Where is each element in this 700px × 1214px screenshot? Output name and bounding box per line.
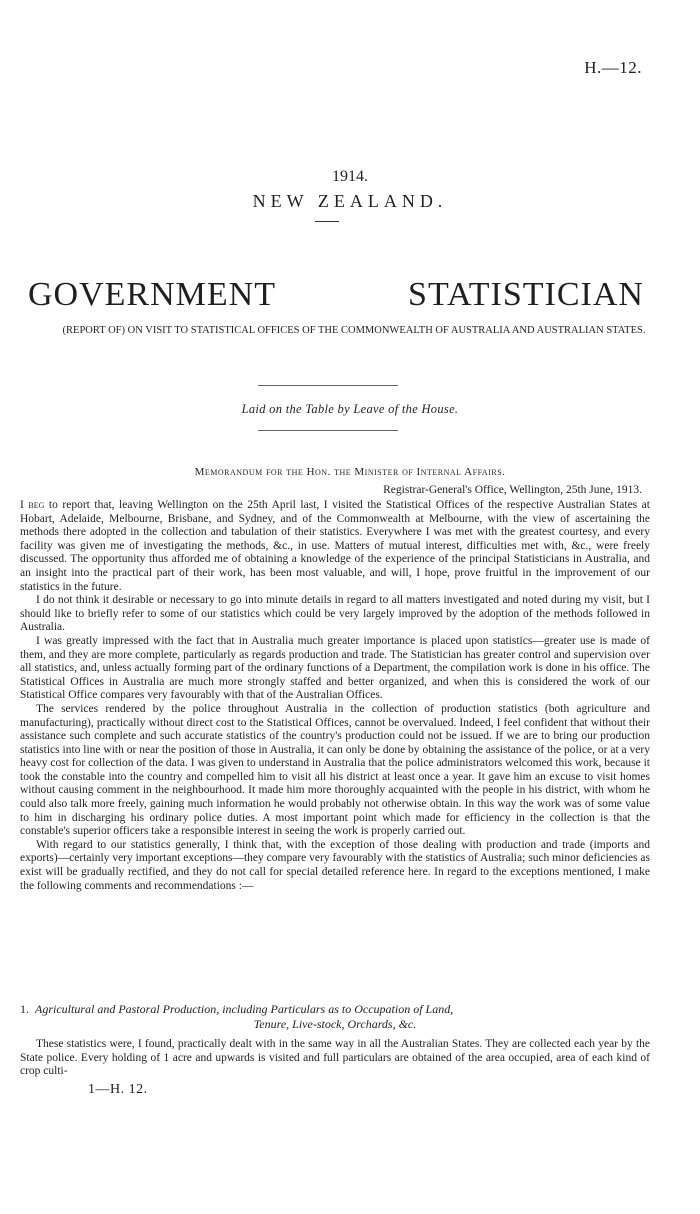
main-title-word-1: GOVERNMENT [28, 276, 276, 313]
paragraph-1 [20, 499, 650, 594]
section-1-body [20, 1038, 650, 1079]
section-1-paragraph: These statistics were, I found, practically dealt with in the same way in all the Australian States. They are collected each year by the State police. Every holding of 1 acre and upwards is visited and full particulars are obtained of the area occupied, area of each kind of crop culti- [20, 1038, 650, 1078]
laid-on-table-note: Laid on the Table by Leave of the House. [241, 402, 459, 416]
short-divider [315, 221, 339, 222]
paragraph-3: I was greatly impressed with the fact that in Australia much greater importance is placed upon statistics—greater use is made of them, and they are more complete, particularly as regards production and trade. The Statistician has greater control and supervision over all statistics, and, unless actually forming part of the ordinary functions of a Department, the compilation work is done in his office. The Statistical Offices in Australia are much more strongly staffed and better organized, and when this is considered the work of our Statistical Office compares very favourably with that of the Australian Offices. [20, 634, 650, 702]
main-title [28, 278, 644, 312]
document-number: H.—12. [584, 58, 642, 77]
section-1-heading-line-1: Agricultural and Pastoral Production, including Particulars as to Occupation of Land, [35, 1002, 454, 1016]
opening-words: I beg [20, 499, 45, 511]
main-title-word-2: STATISTICIAN [408, 276, 644, 313]
section-1-number: 1. [20, 1002, 29, 1016]
paragraph-4: The services rendered by the police throughout Australia in the collection of production statistics (both agriculture and manufacturing), practically without direct cost to the Statistical Offices, cannot be overvalued. Indeed, I feel confident that without their assistance such complete and such accurate statistics of the country's production could not be issued. If we are to bring our production statistics into line with or near the position of those in Australia, it can only be done by obtaining the assistance of the police, or at a very heavy cost for collection of the data. I was given to understand in Australia that the police administrators welcomed this work, because it took the constable into the country and compelled him to visit all his district at least once a year. It gave him an excuse to visit homes without causing comment in the neighbourhood. It made him more thoroughly acquainted with the people in his district, with whom he could also talk more freely, gaining much information he would probably not otherwise obtain. In this way the work was of some value to him in discharging his ordinary police duties. A most important point which made for efficiency in the collection is that the constable's superior officers take a responsible interest in seeing the work is properly carried out. [20, 702, 650, 838]
memorandum-body [20, 499, 650, 893]
section-1-heading [20, 1002, 650, 1032]
page-footer-mark: 1—H. 12. [88, 1082, 148, 1097]
publication-year: 1914. [332, 168, 368, 185]
paragraph-1-text: to report that, leaving Wellington on the 25th April last, I visited the Statistical Offices of the respective Australian States at Hobart, Adelaide, Melbourne, Brisbane, and Sydney, and of the Commonwealth at Melbourne, with the view of ascertaining the methods there adopted in the collection and tabulation of their statistics. Everywhere I was met with the greatest courtesy, and every facility was given me of investigating the methods, &c., in use. Matters of mutual interest, difficulties met with, &c., were freely discussed. The opportunity thus afforded me of obtaining a knowledge of the experience of the principal Statisticians in Australia, and an insight into the practical part of their work, has been most valuable, and will, I hope, prove fruitful in the improvement of our statistics in the future. [20, 499, 650, 593]
section-1-heading-line-2: Tenure, Live-stock, Orchards, &c. [253, 1017, 417, 1031]
paragraph-2: I do not think it desirable or necessary to go into minute details in regard to all matters investigated and noted during my visit, but I should like to briefly refer to some of our statistics which could be very largely improved by the adoption of the methods followed in Australia. [20, 594, 650, 634]
divider-lower [258, 430, 398, 431]
memorandum-date-line: Registrar-General's Office, Wellington, 25th June, 1913. [383, 484, 642, 496]
report-subtitle: (REPORT OF) ON VISIT TO STATISTICAL OFFICES OF THE COMMONWEALTH OF AUSTRALIA AND AUSTRALIAN STATES. [62, 325, 646, 336]
memorandum-heading: Memorandum for the Hon. the Minister of Internal Affairs. [194, 466, 506, 478]
divider-upper [258, 385, 398, 386]
country-heading: NEW ZEALAND. [252, 191, 448, 211]
paragraph-5: With regard to our statistics generally, I think that, with the exception of those dealing with production and trade (imports and exports)—certainly very important exceptions—they compare very favourably with the statistics of Australia; such minor deficiencies as exist will be gradually rectified, and they do not call for special detailed reference here. In regard to the exceptions mentioned, I make the following comments and recommendations :— [20, 838, 650, 892]
